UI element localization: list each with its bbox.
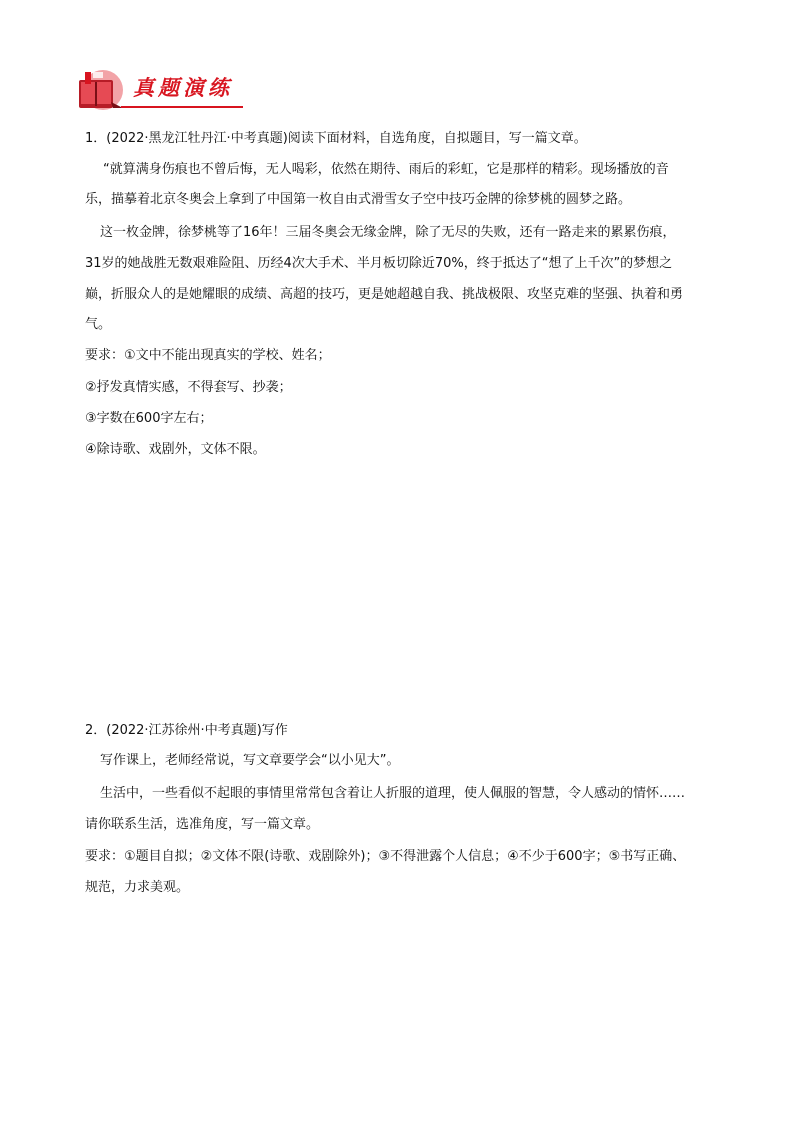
question-1-paragraph-line: 巅，折服众人的是她耀眼的成绩、高超的技巧，更是她超越自我、挑战极限、攻坚克难的坚强、执着和勇 <box>85 287 684 302</box>
question-1-requirement: 要求：①文中不能出现真实的学校、姓名； <box>85 348 331 363</box>
section-title: 真题演练 <box>133 75 233 100</box>
question-1-paragraph-line: 乐，描摹着北京冬奥会上拿到了中国第一枚自由式滑雪女子空中技巧金牌的徐梦桃的圆梦之路。 <box>85 192 632 207</box>
question-1-paragraph-line: 气。 <box>85 317 112 332</box>
question-2-heading: 2．(2022·江苏徐州·中考真题)写作 <box>85 723 288 738</box>
question-1-heading: 1．(2022·黑龙江牡丹江·中考真题)阅读下面材料，自选角度，自拟题目，写一篇文章。 <box>85 131 587 146</box>
question-2-paragraph-line: 生活中，一些看似不起眼的事情里常常包含着让人折服的道理，使人佩服的智慧，令人感动的情怀…… <box>100 786 686 801</box>
question-2-paragraph-line: 写作课上，老师经常说，写文章要学会“以小见大”。 <box>100 753 400 768</box>
question-1-paragraph-line: 31岁的她战胜无数艰难险阻、历经4次大手术、半月板切除近70%，终于抵达了“想了上千次”的梦想之 <box>85 256 673 271</box>
question-1-paragraph-line: 这一枚金牌，徐梦桃等了16年！三届冬奥会无缘金牌，除了无尽的失败，还有一路走来的累累伤痕， <box>100 225 676 240</box>
question-2-requirement: 规范，力求美观。 <box>85 880 190 895</box>
question-1-requirement: ②抒发真情实感，不得套写、抄袭； <box>85 380 292 395</box>
question-2-requirement: 要求：①题目自拟；②文体不限(诗歌、戏剧除外)；③不得泄露个人信息；④不少于600字；⑤书写正确、 <box>85 849 686 864</box>
question-1-requirement: ③字数在600字左右； <box>85 411 213 426</box>
question-1-paragraph-line: “就算满身伤痕也不曾后悔，无人喝彩，依然在期待、雨后的彩虹，它是那样的精彩。现场播放的音 <box>103 162 669 177</box>
question-1-requirement: ④除诗歌、戏剧外，文体不限。 <box>85 442 266 457</box>
header-divider <box>121 106 243 108</box>
section-header <box>73 68 248 112</box>
question-2-paragraph-line: 请你联系生活，选准角度，写一篇文章。 <box>85 817 320 832</box>
